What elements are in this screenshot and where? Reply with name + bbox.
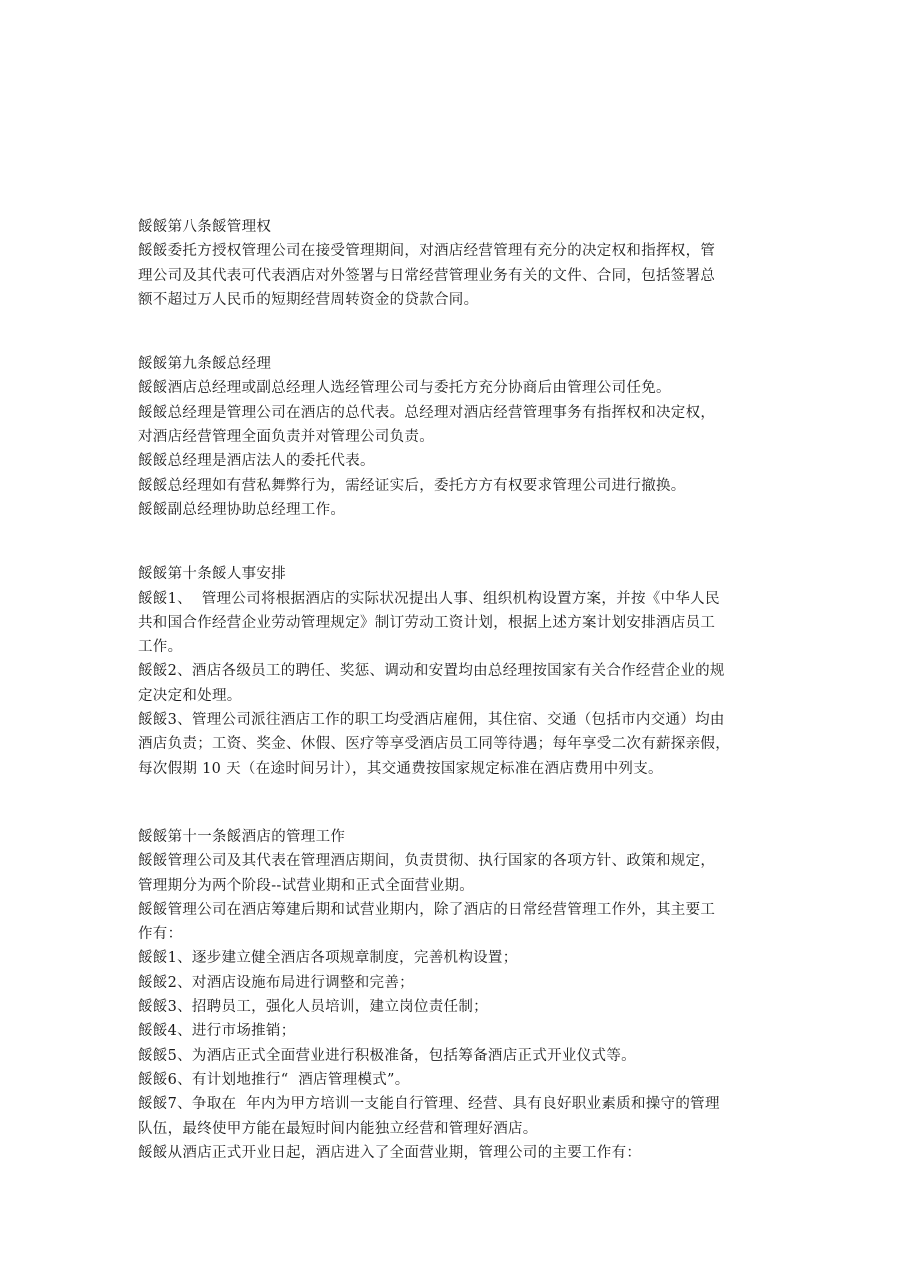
paragraph-line: 共和国合作经营企业劳动管理规定》制订劳动工资计划，根据上述方案计划安排酒店员工	[138, 614, 716, 631]
paragraph-line: 餒餒2、对酒店设施布局进行调整和完善；	[138, 974, 414, 991]
article-9	[138, 352, 778, 522]
paragraph-line: 队伍，最终使甲方能在最短时间内能独立经营和管理好酒店。	[138, 1120, 538, 1137]
paragraph-line: 餒餒委托方授权管理公司在接受管理期间，对酒店经营管理有充分的决定权和指挥权，管	[138, 243, 716, 260]
paragraph-line: 管理期分为两个阶段--试营业期和正式全面营业期。	[138, 877, 474, 894]
paragraph-line: 餒餒6、有计划地推行“ 酒店管理模式”。	[138, 1071, 410, 1088]
paragraph-line: 工作。	[138, 639, 183, 656]
paragraph-line: 餒餒管理公司及其代表在管理酒店期间，负责贯彻、执行国家的各项方针、政策和规定，	[138, 853, 716, 870]
paragraph-line: 餒餒总经理是酒店法人的委托代表。	[138, 453, 375, 470]
paragraph-line: 餒餒2、酒店各级员工的聘任、奖惩、调动和安置均由总经理按国家有关合作经营企业的规	[138, 663, 725, 680]
paragraph-line: 餒餒3、管理公司派往酒店工作的职工均受酒店雇佣，其住宿、交通（包括市内交通）均由	[138, 712, 725, 729]
paragraph-line: 餒餒3、招聘员工，强化人员培训，建立岗位责任制；	[138, 999, 488, 1016]
paragraph-line: 餒餒酒店总经理或副总经理人选经管理公司与委托方充分协商后由管理公司任免。	[138, 380, 671, 397]
paragraph-line: 额不超过万人民币的短期经营周转资金的贷款合同。	[138, 291, 479, 308]
document-body	[138, 215, 778, 1205]
paragraph-line: 定决定和处理。	[138, 687, 242, 704]
paragraph-line: 餒餒4、进行市场推销；	[138, 1023, 296, 1040]
article-heading: 餒餒第十一条餒酒店的管理工作	[138, 828, 346, 845]
paragraph-line: 餒餒1、逐步建立健全酒店各项规章制度，完善机构设置；	[138, 950, 518, 967]
article-8	[138, 215, 778, 312]
paragraph-line: 餒餒总经理如有营私舞弊行为，需经证实后，委托方方有权要求管理公司进行撤换。	[138, 477, 686, 494]
article-10	[138, 562, 778, 781]
article-heading: 餒餒第十条餒人事安排	[138, 566, 286, 583]
paragraph-line: 餒餒从酒店正式开业日起，酒店进入了全面营业期，管理公司的主要工作有：	[138, 1144, 642, 1161]
paragraph-line: 餒餒7、争取在 年内为甲方培训一支能自行管理、经营、具有良好职业素质和操守的管理	[138, 1096, 720, 1113]
paragraph-line: 理公司及其代表可代表酒店对外签署与日常经营管理业务有关的文件、合同，包括签署总	[138, 267, 716, 284]
paragraph-line: 作有：	[138, 926, 183, 943]
paragraph-line: 餒餒1、 管理公司将根据酒店的实际状况提出人事、组织机构设置方案，并按《中华人民	[138, 590, 720, 607]
paragraph-line: 每次假期 10 天（在途时间另计），其交通费按国家规定标准在酒店费用中列支。	[138, 760, 663, 777]
paragraph-line: 餒餒总经理是管理公司在酒店的总代表。总经理对酒店经营管理事务有指挥权和决定权，	[138, 404, 716, 421]
paragraph-line: 餒餒副总经理协助总经理工作。	[138, 501, 346, 518]
paragraph-line: 对酒店经营管理全面负责并对管理公司负责。	[138, 429, 434, 446]
paragraph-line: 餒餒管理公司在酒店筹建后期和试营业期内，除了酒店的日常经营管理工作外，其主要工	[138, 901, 716, 918]
article-heading: 餒餒第八条餒管理权	[138, 219, 272, 235]
article-11	[138, 825, 778, 1165]
paragraph-line: 酒店负责；工资、奖金、休假、医疗等享受酒店员工同等待遇；每年享受二次有薪探亲假，	[138, 736, 730, 753]
article-heading: 餒餒第九条餒总经理	[138, 356, 272, 373]
paragraph-line: 餒餒5、为酒店正式全面营业进行积极准备，包括筹备酒店正式开业仪式等。	[138, 1047, 636, 1064]
